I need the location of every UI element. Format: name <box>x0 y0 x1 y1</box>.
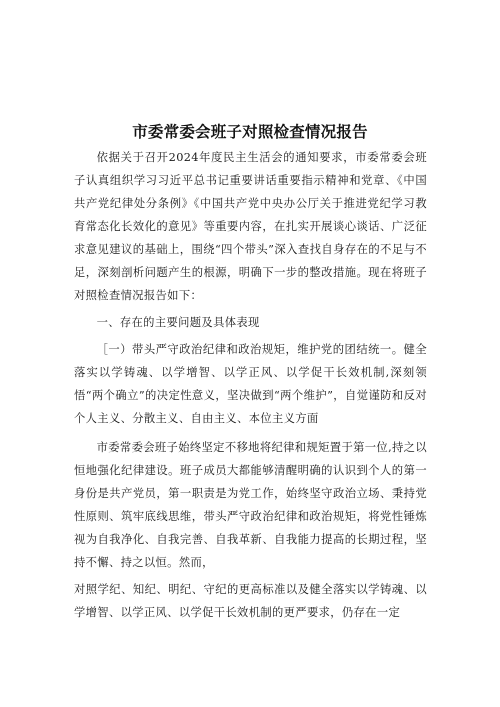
subsection-heading: ［一）带头严守政治纪律和政治规矩，维护党的团结统一。健全落实以学铸魂、以学增智、以学正风、以学促干长效机制,深刻领悟“两个确立”的决定性意义，坚决做到“两个维护”，自觉谨防和反对个人主义、分散主义、自由主义、本位主义方面 <box>74 343 427 425</box>
section-heading: 一、存在的主要问题及具体表现 <box>96 316 260 329</box>
paragraph-discipline: 市委常委会班子始终坚定不移地将纪律和规矩置于第一位,持之以恒地强化纪律建设。班子成员大都能够清醒明确的认识到个人的第一身份是共产党员，第一职责是为党工作，始终坚守政治立场、秉持党性原则、筑牢底线思维，带头严守政治纪律和政治规矩，将党性锤炼视为自我净化、自我完善、自我革新、自我能力提高的长期过程，坚持不懈、持之以恒。然而， <box>74 441 427 569</box>
paragraph-continuation: 对照学纪、知纪、明纪、守纪的更高标准以及健全落实以学铸魂、以学增智、以学正风、以学促干长效机制的更严要求，仍存在一定 <box>74 583 427 619</box>
document-body <box>74 146 427 624</box>
document-title: 市委常委会班子对照检查情况报告 <box>132 123 368 141</box>
paragraph-intro: 依据关于召开2024年度民主生活会的通知要求，市委常委会班子认真组织学习习近平总书记重要讲话重要指示精神和党章、《中国共产党纪律处分条例》《中国共产党中央办公厅关于推进党纪学习教育常态化长效化的意见》等重要内容，在扎实开展谈心谈话、广泛征求意见建议的基础上，围绕“四个带头”深入查找自身存在的不足与不足，深刻剖析问题产生的根源，明确下一步的整改措施。现在将班子对照检查情况报告如下： <box>74 151 427 302</box>
